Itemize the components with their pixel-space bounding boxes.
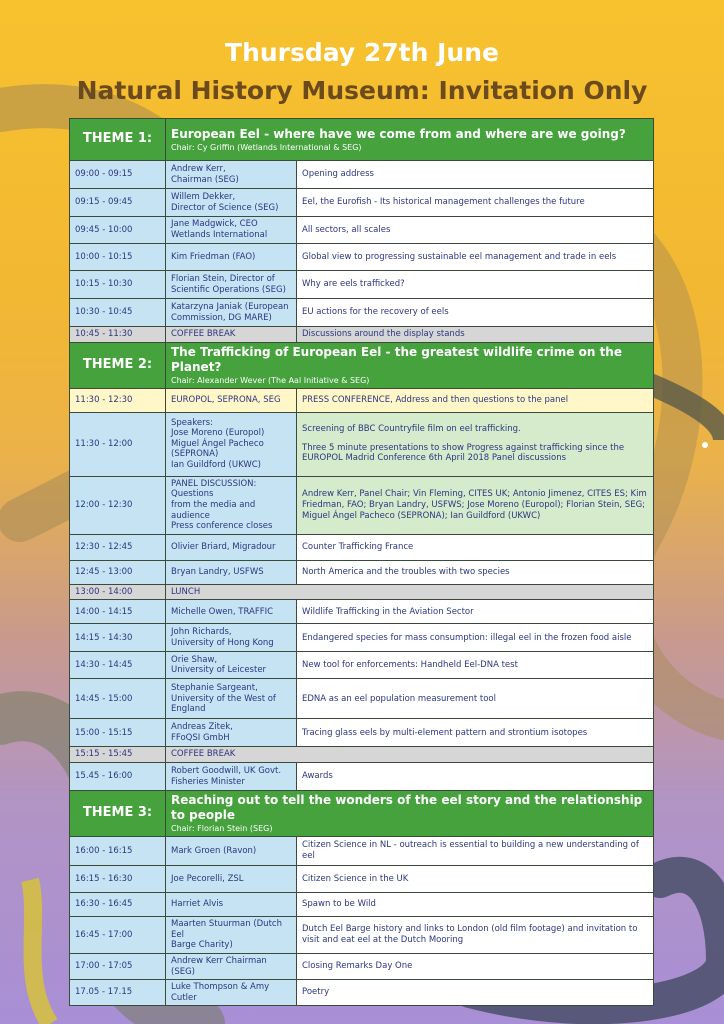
topic-cell: Tracing glass eels by multi-element pattern and strontium isotopes [297,719,654,747]
topic-cell: Why are eels trafficked? [297,271,654,299]
time-cell: 11:30 - 12:00 [70,412,166,476]
venue-title: Natural History Museum: Invitation Only [76,76,648,105]
speaker-cell: Florian Stein, Director of Scientific Operations (SEG) [166,271,297,299]
theme-label: THEME 1: [70,119,166,161]
time-cell: 13:00 - 14:00 [70,584,166,600]
speaker-cell: Joe Pecorelli, ZSL [166,866,297,893]
screening-row [70,412,654,476]
speaker-cell: Michelle Owen, TRAFFIC [166,600,297,624]
table-row [70,679,654,719]
break-label: COFFEE BREAK [166,747,654,763]
speaker-cell: Stephanie Sargeant, University of the West of England [166,679,297,719]
theme-title: European Eel - where have we come from and where are we going? [171,126,626,141]
speaker-cell: Kim Friedman (FAO) [166,244,297,271]
schedule-table [69,118,654,1006]
table-row [70,600,654,624]
table-row [70,917,654,954]
theme-2-header [70,342,654,388]
speaker-cell: Harriet Alvis [166,893,297,917]
time-cell: 10:45 - 11:30 [70,327,166,343]
time-cell: 12:30 - 12:45 [70,534,166,560]
table-row [70,624,654,652]
topic-cell: EDNA as an eel population measurement tool [297,679,654,719]
time-cell: 16:15 - 16:30 [70,866,166,893]
topic-cell: New tool for enforcements: Handheld Eel-DNA test [297,652,654,679]
topic-cell: Citizen Science in the UK [297,866,654,893]
speaker-cell: Mark Groen (Ravon) [166,837,297,866]
eel-eye-icon [702,442,708,448]
time-cell: 17:00 - 17:05 [70,953,166,979]
topic-cell: Andrew Kerr, Panel Chair; Vin Fleming, CITES UK; Antonio Jimenez, CITES ES; Kim Friedman, FAO; Bryan Landry, USFWS; Jose Moreno (Europol); Florian Stein, SEG; Miguel Ángel Pacheco (SEPRONA); Ian Guildford (UKWC) [297,476,654,534]
topic-cell: PRESS CONFERENCE, Address and then questions to the panel [297,388,654,412]
speaker-cell: Orie Shaw, University of Leicester [166,652,297,679]
table-row [70,217,654,244]
time-cell: 09:15 - 09:45 [70,189,166,217]
speaker-cell: Luke Thompson & Amy Cutler [166,980,297,1006]
time-cell: 15.45 - 16:00 [70,763,166,791]
topic-cell: Global view to progressing sustainable eel management and trade in eels [297,244,654,271]
time-cell: 15:00 - 15:15 [70,719,166,747]
time-cell: 10:00 - 10:15 [70,244,166,271]
table-row [70,271,654,299]
speaker-cell: John Richards, University of Hong Kong [166,624,297,652]
table-row [70,534,654,560]
table-row [70,161,654,189]
table-row [70,560,654,584]
speaker-cell: Andrew Kerr Chairman (SEG) [166,953,297,979]
time-cell: 09:00 - 09:15 [70,161,166,189]
topic-cell: Counter Trafficking France [297,534,654,560]
table-row [70,866,654,893]
theme-title: The Trafficking of European Eel - the greatest wildlife crime on the Planet? [171,344,622,374]
topic-text: Three 5 minute presentations to show Progress against trafficking since the EUROPOL Madrid Conference 6th April 2018 Panel discussions [302,442,625,464]
time-cell: 11:30 - 12:30 [70,388,166,412]
speaker-cell: Katarzyna Janiak (European Commission, DG MARE) [166,299,297,327]
speaker-cell: Speakers: Jose Moreno (Europol) Miguel Ángel Pacheco (SEPRONA) Ian Guildford (UKWC) [166,412,297,476]
speaker-cell: Andrew Kerr, Chairman (SEG) [166,161,297,189]
coffee-break-row [70,747,654,763]
speaker-cell: Robert Goodwill, UK Govt. Fisheries Minister [166,763,297,791]
event-date-title: Thursday 27th June [225,38,499,67]
time-cell: 14:00 - 14:15 [70,600,166,624]
topic-cell: Endangered species for mass consumption: illegal eel in the frozen food aisle [297,624,654,652]
coffee-break-row [70,327,654,343]
table-row [70,719,654,747]
table-row [70,299,654,327]
time-cell: 16:00 - 16:15 [70,837,166,866]
topic-cell: Opening address [297,161,654,189]
time-cell: 17.05 - 17.15 [70,980,166,1006]
topic-cell: EU actions for the recovery of eels [297,299,654,327]
topic-cell: Awards [297,763,654,791]
awards-row [70,763,654,791]
time-cell: 09:45 - 10:00 [70,217,166,244]
theme-chair: Chair: Florian Stein (SEG) [171,824,273,833]
time-cell: 10:15 - 10:30 [70,271,166,299]
theme-label: THEME 2: [70,342,166,388]
theme-title: Reaching out to tell the wonders of the eel story and the relationship to people [171,793,643,822]
time-cell: 16:45 - 17:00 [70,917,166,954]
theme-chair: Chair: Alexander Wever (The Aal Initiative & SEG) [171,375,370,385]
time-cell: 14:45 - 15:00 [70,679,166,719]
speaker-cell: Maarten Stuurman (Dutch Eel Barge Charity) [166,917,297,954]
table-row [70,837,654,866]
topic-cell: Dutch Eel Barge history and links to London (old film footage) and invitation to visit and eat eel at the Dutch Mooring [297,917,654,954]
speaker-cell: Jane Madgwick, CEO Wetlands International [166,217,297,244]
topic-cell: Spawn to be Wild [297,893,654,917]
speaker-cell: Bryan Landry, USFWS [166,560,297,584]
topic-cell: North America and the troubles with two species [297,560,654,584]
speaker-cell: PANEL DISCUSSION: Questions from the media and audience Press conference closes [166,476,297,534]
theme-chair: Chair: Cy Griffin (Wetlands International & SEG) [171,142,362,152]
break-label: LUNCH [166,584,654,600]
time-cell: 10:30 - 10:45 [70,299,166,327]
table-row [70,189,654,217]
topic-cell: Wildlife Trafficking in the Aviation Sector [297,600,654,624]
table-row [70,953,654,979]
topic-cell: Discussions around the display stands [297,327,654,343]
table-row [70,980,654,1006]
time-cell: 12:45 - 13:00 [70,560,166,584]
time-cell: 14:15 - 14:30 [70,624,166,652]
topic-cell: Closing Remarks Day One [297,953,654,979]
time-cell: 14:30 - 14:45 [70,652,166,679]
panel-discussion-row [70,476,654,534]
theme-label: THEME 3: [70,791,166,837]
time-cell: 12:00 - 12:30 [70,476,166,534]
topic-cell: All sectors, all scales [297,217,654,244]
lunch-row [70,584,654,600]
theme-1-header [70,119,654,161]
theme-3-header [70,791,654,837]
table-row [70,244,654,271]
table-row [70,652,654,679]
speaker-cell: EUROPOL, SEPRONA, SEG [166,388,297,412]
table-row [70,893,654,917]
topic-cell: Citizen Science in NL - outreach is essential to building a new understanding of eel [297,837,654,866]
topic-text: Screening of BBC Countryfile film on eel trafficking. [302,424,521,435]
break-label: COFFEE BREAK [166,327,297,343]
speaker-cell: Olivier Briard, Migradour [166,534,297,560]
press-conference-row [70,388,654,412]
speaker-cell: Willem Dekker, Director of Science (SEG) [166,189,297,217]
time-cell: 16:30 - 16:45 [70,893,166,917]
speaker-cell: Andreas Zitek, FFoQSI GmbH [166,719,297,747]
topic-cell: Eel, the Eurofish - Its historical management challenges the future [297,189,654,217]
time-cell: 15:15 - 15:45 [70,747,166,763]
topic-cell: Poetry [297,980,654,1006]
